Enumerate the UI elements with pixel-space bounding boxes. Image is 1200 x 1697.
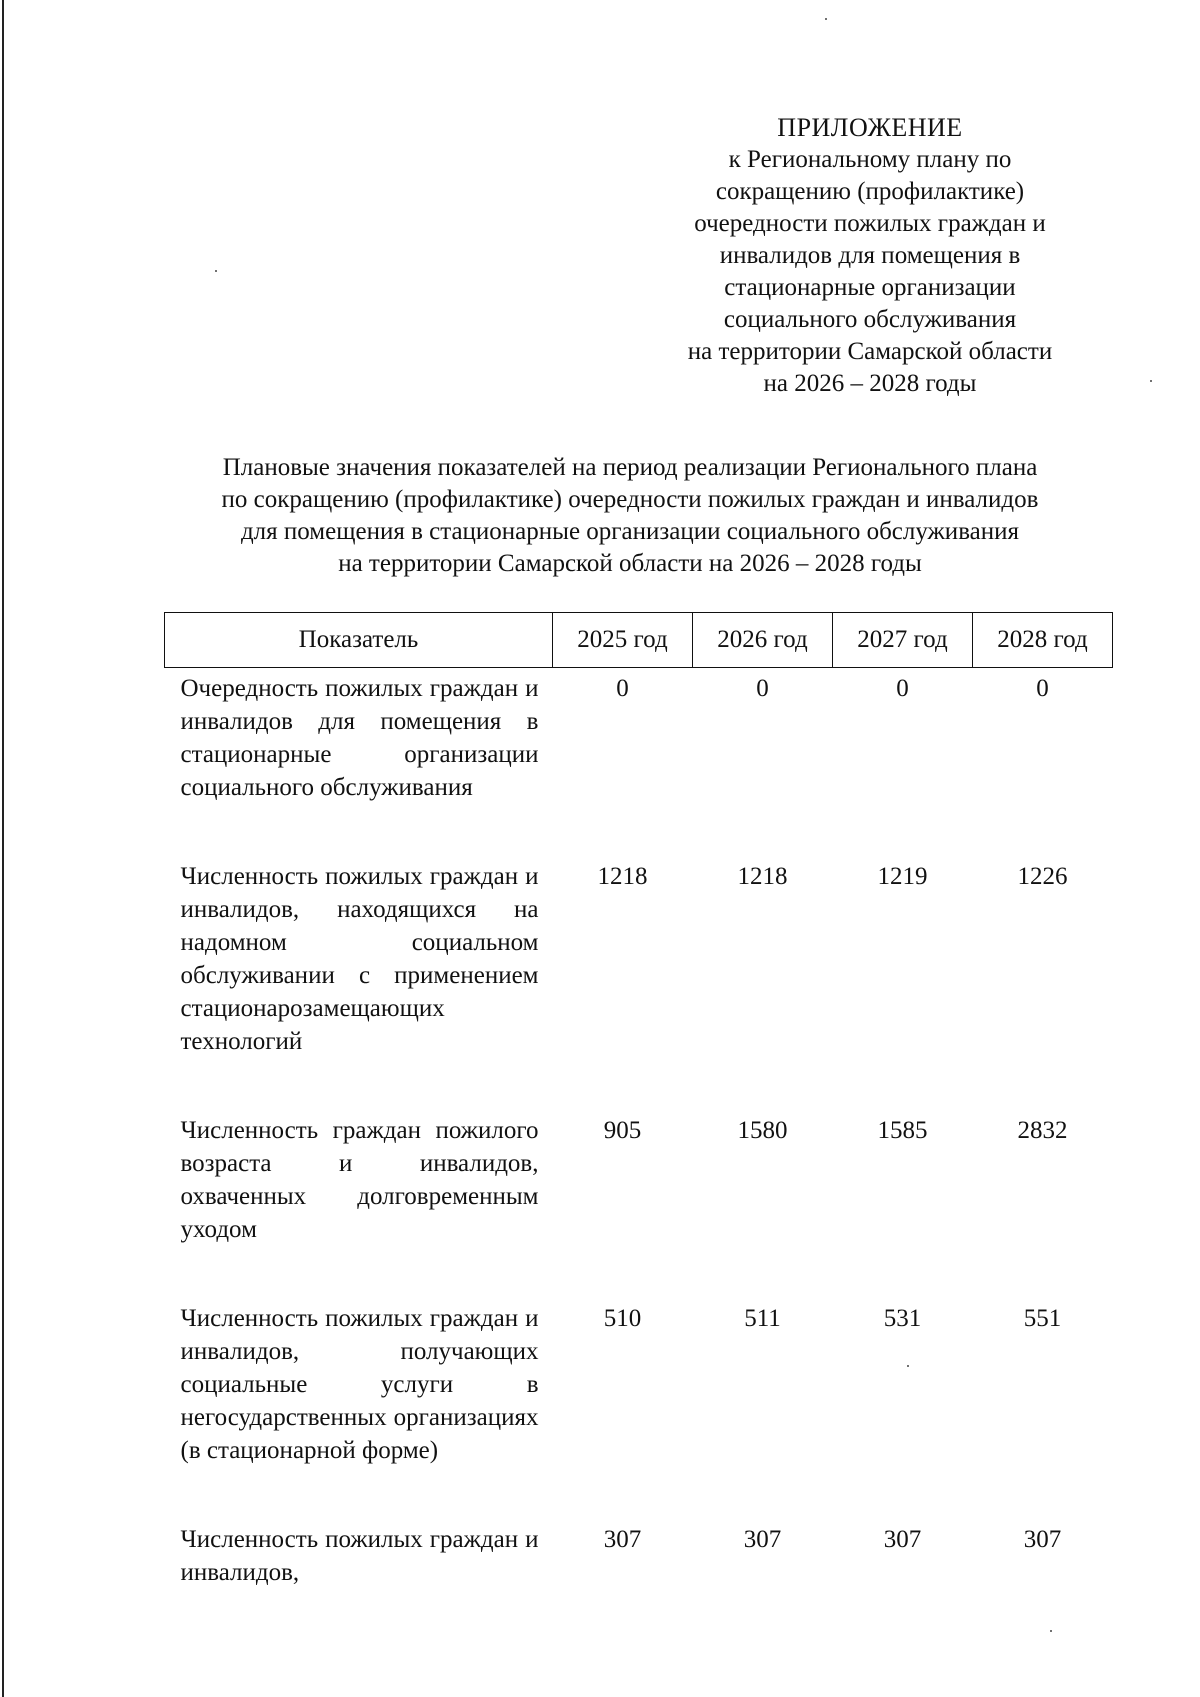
value-cell: 1585 — [877, 1117, 928, 1144]
indicator-label: Численность пожилых граждан и инвалидов, находящихся на надомном социальном обслуживании с применением стационарозамещающих технологий — [180, 863, 539, 1055]
heading-line: на территории Самарской области на 2026 – 2028 годы — [338, 550, 922, 577]
value-cell: 1580 — [737, 1117, 788, 1144]
value-cell: 0 — [616, 675, 629, 702]
appendix-line: на территории Самарской области — [687, 338, 1053, 365]
value-cell: 905 — [603, 1117, 642, 1144]
scan-speck — [825, 18, 827, 20]
heading-line: для помещения в стационарные организации социального обслуживания — [240, 518, 1020, 545]
value-cell: 0 — [756, 675, 769, 702]
table-row — [165, 1523, 1113, 1645]
value-cell: 510 — [603, 1305, 642, 1332]
heading-line: Плановые значения показателей на период реализации Регионального плана — [222, 454, 1038, 481]
value-cell: 307 — [883, 1526, 922, 1553]
value-cell: 1226 — [1017, 863, 1068, 890]
indicator-label: Очередность пожилых граждан и инвалидов для помещения в стационарные организации социального обслуживания — [180, 675, 539, 801]
document-heading — [150, 452, 1110, 580]
table-row — [165, 1114, 1113, 1302]
value-cell: 0 — [896, 675, 909, 702]
value-cell: 307 — [743, 1526, 782, 1553]
appendix-line: сокращению (профилактике) — [715, 178, 1025, 205]
appendix-line: очередности пожилых граждан и — [694, 210, 1046, 237]
header-year-2028: 2028 год — [973, 613, 1113, 668]
indicators-table — [164, 612, 1113, 1645]
appendix-title: ПРИЛОЖЕНИЕ — [777, 113, 963, 142]
indicator-label: Численность пожилых граждан и инвалидов, — [180, 1526, 539, 1586]
value-cell: 1218 — [597, 863, 648, 890]
value-cell: 1219 — [877, 863, 928, 890]
indicator-label: Численность граждан пожилого возраста и инвалидов, охваченных долговременным уходом — [180, 1117, 539, 1243]
value-cell: 511 — [744, 1305, 781, 1332]
table-row — [165, 1302, 1113, 1523]
value-cell: 307 — [603, 1526, 642, 1553]
table-header-row — [165, 613, 1113, 668]
appendix-line: на 2026 – 2028 годы — [763, 370, 977, 397]
header-year-2025: 2025 год — [553, 613, 693, 668]
table-row — [165, 668, 1113, 861]
value-cell: 551 — [1023, 1305, 1062, 1332]
appendix-line: социального обслуживания — [723, 306, 1017, 333]
value-cell: 0 — [1036, 675, 1049, 702]
scan-speck — [1150, 380, 1152, 382]
value-cell: 1218 — [737, 863, 788, 890]
header-indicator: Показатель — [165, 613, 553, 668]
appendix-block — [640, 112, 1100, 400]
value-cell: 531 — [883, 1305, 922, 1332]
appendix-line: к Региональному плану по — [728, 146, 1012, 173]
appendix-line: стационарные организации — [724, 274, 1016, 301]
indicator-label: Численность пожилых граждан и инвалидов, получающих социальные услуги в негосударственных организациях (в стационарной форме) — [180, 1305, 539, 1464]
value-cell: 307 — [1023, 1526, 1062, 1553]
header-year-2026: 2026 год — [693, 613, 833, 668]
value-cell: 2832 — [1017, 1117, 1068, 1144]
heading-line: по сокращению (профилактике) очередности пожилых граждан и инвалидов — [221, 486, 1039, 513]
page-edge-line — [2, 0, 4, 1697]
scan-speck — [215, 270, 217, 272]
header-year-2027: 2027 год — [833, 613, 973, 668]
appendix-line: инвалидов для помещения в — [719, 242, 1021, 269]
table-row — [165, 860, 1113, 1114]
